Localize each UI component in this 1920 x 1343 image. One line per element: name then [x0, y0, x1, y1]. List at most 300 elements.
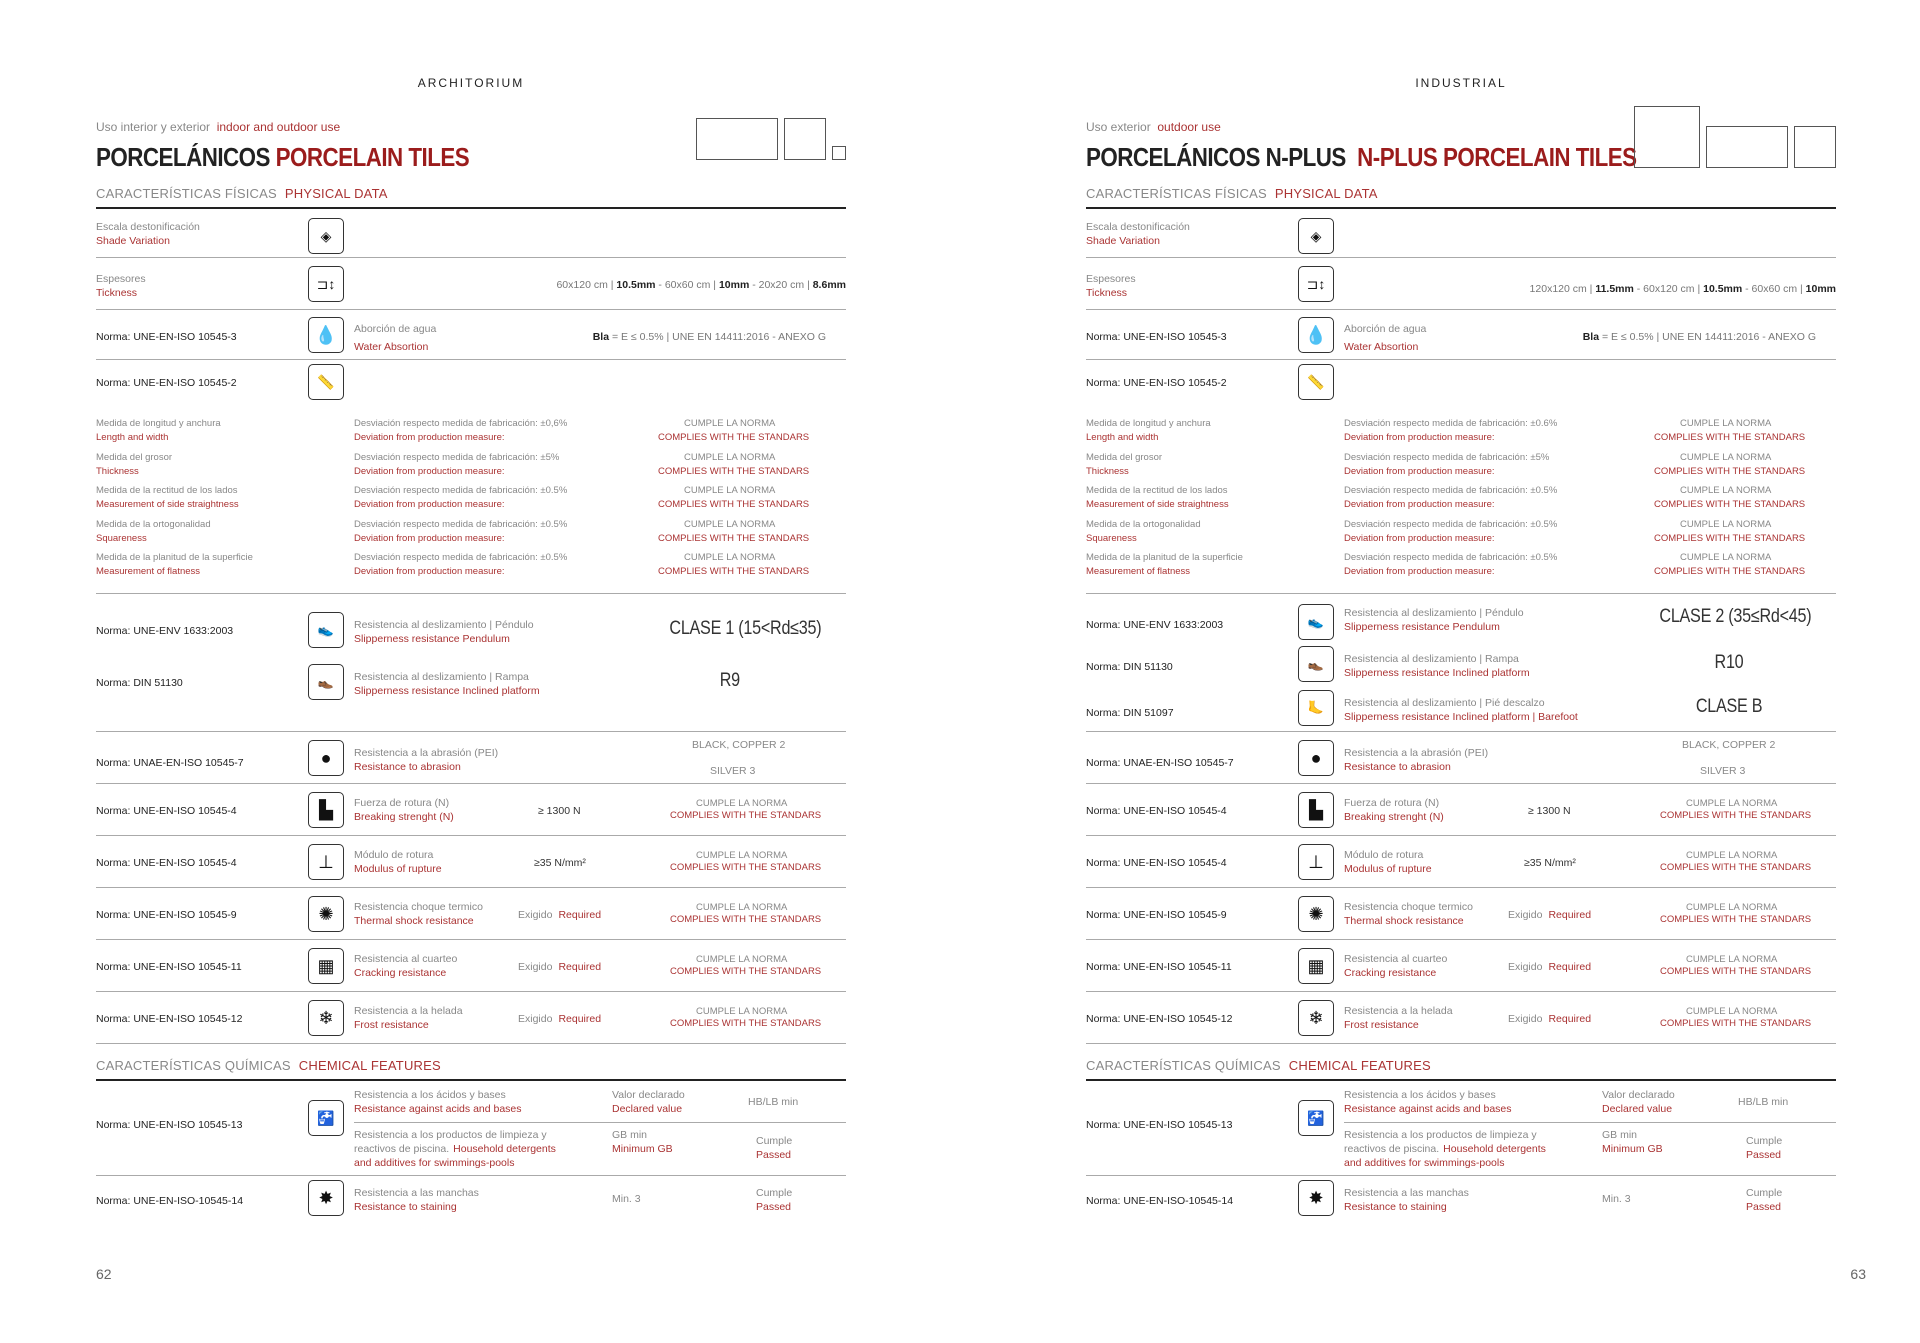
shade-en: Shade Variation	[1086, 235, 1160, 247]
abrasion-icon: ●	[308, 740, 344, 776]
crack-en: Cracking resistance	[1344, 967, 1437, 979]
page-title	[96, 142, 469, 173]
crack-norm: Norma: UNE-EN-ISO 10545-11	[1086, 961, 1232, 973]
stain-cumple: Cumple	[1746, 1187, 1783, 1199]
stain-splash-icon: ✸	[308, 1180, 344, 1216]
page-title	[1086, 142, 1637, 173]
abrasion-icon: ●	[1298, 740, 1334, 776]
abrasion-row	[96, 732, 846, 784]
shade-es: Escala destonificación	[1086, 221, 1190, 233]
physical-en: PHYSICAL DATA	[1274, 186, 1378, 201]
abrasion-value-2: SILVER 3	[1700, 765, 1746, 777]
dim-complies-es: CUMPLE LA NORMA	[1680, 485, 1772, 496]
thickness-en: Tickness	[1086, 287, 1128, 299]
shade-row	[96, 210, 846, 258]
abrasion-value-1: BLACK, COPPER 2	[1682, 739, 1776, 751]
slip-pendulum-row	[96, 594, 846, 646]
slip2-es: Resistencia al deslizamiento | Rampa	[1344, 653, 1519, 665]
pool-gb-es: GB min	[612, 1129, 648, 1141]
frost-row	[1086, 992, 1836, 1044]
mod-norm: Norma: UNE-EN-ISO 10545-4	[1086, 857, 1227, 869]
thick-mm-3: 10mm	[1805, 283, 1836, 295]
dim-deviation-en: Deviation from production measure:	[354, 432, 505, 443]
water-bla: Bla	[1582, 331, 1600, 343]
acid-pool-block	[96, 1084, 846, 1176]
dim-complies-es: CUMPLE LA NORMA	[684, 552, 776, 563]
thick-mm-2: 10.5mm	[1703, 283, 1743, 295]
complies-en: COMPLIES WITH THE STANDARS	[1660, 966, 1812, 977]
thickness-icon: ⊐↕	[1298, 266, 1334, 302]
complies-es: CUMPLE LA NORMA	[1686, 954, 1778, 965]
crack-en: Cracking resistance	[354, 967, 447, 979]
dim-complies-es: CUMPLE LA NORMA	[684, 418, 776, 429]
complies-en: COMPLIES WITH THE STANDARS	[1660, 1018, 1812, 1029]
stain-passed: Passed	[756, 1201, 792, 1213]
shoe-pendulum-icon: 👟	[308, 612, 344, 648]
therm-row	[96, 888, 846, 940]
mod-es: Módulo de rotura	[354, 849, 434, 861]
crack-norm: Norma: UNE-EN-ISO 10545-11	[96, 961, 242, 973]
thermal-shock-icon: ✺	[1298, 896, 1334, 932]
water-value	[1583, 330, 1816, 344]
dim-label-es: Medida del grosor	[1086, 451, 1163, 463]
break-es: Fuerza de rotura (N)	[1344, 797, 1440, 809]
stain-norm: Norma: UNE-EN-ISO-10545-14	[96, 1195, 244, 1207]
dim-label-es: Medida de la rectitud de los lados	[1086, 485, 1228, 496]
dimensions-norm: Norma: UNE-EN-ISO 10545-2	[96, 377, 237, 389]
dim-deviation-en: Deviation from production measure:	[1344, 532, 1495, 544]
pool-passed: Passed	[1746, 1149, 1782, 1161]
stain-es: Resistencia a las manchas	[354, 1187, 479, 1199]
thick-size-3: - 60x60 cm |	[1742, 283, 1806, 295]
mod-norm: Norma: UNE-EN-ISO 10545-4	[96, 857, 237, 869]
break-value: ≥ 1300 N	[538, 805, 581, 817]
dim-complies-en: COMPLIES WITH THE STANDARS	[1654, 532, 1806, 544]
complies-en: COMPLIES WITH THE STANDARS	[670, 862, 822, 873]
acid-value: HB/LB min	[748, 1096, 799, 1108]
frost-en: Frost resistance	[1344, 1019, 1419, 1031]
stain-cumple: Cumple	[756, 1187, 793, 1199]
abrasion-en: Resistance to abrasion	[1344, 761, 1451, 773]
slip2-value: R9	[719, 670, 740, 691]
cracking-icon: ▦	[308, 948, 344, 984]
dim-deviation-en: Deviation from production measure:	[354, 566, 505, 577]
thermal-shock-icon: ✺	[308, 896, 344, 932]
thickness-es: Espesores	[1086, 273, 1136, 285]
water-norm: Norma: UNE-EN-ISO 10545-3	[96, 331, 237, 343]
thickness-en: Tickness	[96, 287, 138, 299]
frost-row	[96, 992, 846, 1044]
slip1-es: Resistencia al deslizamiento | Péndulo	[354, 619, 534, 631]
dim-complies-en: COMPLIES WITH THE STANDARS	[658, 566, 810, 577]
shade-en: Shade Variation	[96, 235, 170, 247]
frost-icon: ❄	[1298, 1000, 1334, 1036]
slip2-en: Slipperness resistance Inclined platform	[1344, 667, 1530, 679]
barefoot-icon: 🦶	[1298, 690, 1334, 726]
required-en: Required	[1548, 909, 1592, 921]
water-drop-icon: 💧	[1298, 317, 1334, 353]
complies-en: COMPLIES WITH THE STANDARS	[1660, 810, 1812, 821]
slip1-es: Resistencia al deslizamiento | Péndulo	[1344, 607, 1524, 619]
dim-label-es: Medida de la rectitud de los lados	[96, 485, 238, 496]
breaking-strength-icon: ▙	[1298, 792, 1334, 828]
crack-row	[1086, 940, 1836, 992]
chemical-heading	[96, 1058, 846, 1081]
dim-deviation-es: Desviación respecto medida de fabricación: ±5%	[1344, 451, 1550, 463]
therm-norm: Norma: UNE-EN-ISO 10545-9	[1086, 909, 1227, 921]
crack-es: Resistencia al cuarteo	[1344, 953, 1448, 965]
required-en: Required	[1548, 1013, 1592, 1025]
format-60x60	[784, 118, 826, 160]
physical-es: CARACTERÍSTICAS FÍSICAS	[96, 186, 277, 201]
crack-row	[96, 940, 846, 992]
dim-complies-en: COMPLIES WITH THE STANDARS	[1654, 566, 1806, 577]
required-es: Exigido	[518, 1013, 553, 1025]
complies-es: CUMPLE LA NORMA	[1686, 850, 1778, 861]
abrasion-es: Resistencia a la abrasión (PEI)	[1344, 747, 1489, 759]
stain-en: Resistance to staining	[1344, 1201, 1447, 1213]
water-es: Aborción de agua	[1344, 323, 1427, 335]
physical-data-heading	[96, 186, 846, 209]
complies-en: COMPLIES WITH THE STANDARS	[1660, 914, 1812, 925]
pool-es-2: reactivos de piscina.	[354, 1143, 450, 1155]
format-diagram	[696, 118, 846, 160]
physical-data-heading	[1086, 186, 1836, 209]
required-en: Required	[1548, 961, 1592, 973]
required-es: Exigido	[518, 909, 553, 921]
physical-es: CARACTERÍSTICAS FÍSICAS	[1086, 186, 1267, 201]
dim-complies-es: CUMPLE LA NORMA	[1680, 518, 1772, 530]
pool-es-1: Resistencia a los productos de limpieza y	[354, 1129, 547, 1141]
slip2-es: Resistencia al deslizamiento | Rampa	[354, 671, 529, 683]
required-label	[1508, 1012, 1591, 1026]
frost-norm: Norma: UNE-EN-ISO 10545-12	[1086, 1013, 1233, 1025]
required-es: Exigido	[518, 961, 553, 973]
frost-norm: Norma: UNE-EN-ISO 10545-12	[96, 1013, 243, 1025]
required-en: Required	[558, 1013, 602, 1025]
stain-norm: Norma: UNE-EN-ISO-10545-14	[1086, 1195, 1234, 1207]
dim-deviation-en: Deviation from production measure:	[1344, 465, 1495, 477]
complies-en: COMPLIES WITH THE STANDARS	[670, 914, 822, 925]
slip2-norm: Norma: DIN 51130	[1086, 661, 1173, 673]
right-page	[960, 0, 1920, 1343]
complies-es: CUMPLE LA NORMA	[696, 850, 788, 861]
modulus-rupture-icon: ⊥	[1298, 844, 1334, 880]
dim-label-en: Measurement of flatness	[96, 566, 201, 577]
thickness-values	[556, 278, 846, 292]
pool-line-2	[354, 1142, 556, 1156]
required-label	[1508, 960, 1591, 974]
break-row	[1086, 784, 1836, 836]
required-label	[518, 908, 601, 922]
dim-complies-es: CUMPLE LA NORMA	[1680, 451, 1772, 463]
format-60x60	[1794, 126, 1836, 168]
dim-deviation-es: Desviación respecto medida de fabricación: ±0.5%	[1344, 485, 1558, 496]
required-es: Exigido	[1508, 909, 1543, 921]
therm-es: Resistencia choque termico	[1344, 901, 1473, 913]
dim-label-en: Squareness	[96, 532, 147, 544]
acid-tap-icon: 🚰	[308, 1100, 344, 1136]
acid-norm: Norma: UNE-EN-ISO 10545-13	[96, 1119, 243, 1131]
acid-en: Resistance against acids and bases	[1344, 1103, 1512, 1115]
complies-en: COMPLIES WITH THE STANDARS	[670, 966, 822, 977]
dim-complies-es: CUMPLE LA NORMA	[684, 451, 776, 463]
dim-deviation-es: Desviación respecto medida de fabricación: ±0.5%	[354, 518, 568, 530]
slip-pendulum-row	[1086, 594, 1836, 642]
slip3-es: Resistencia al deslizamiento | Pié descalzo	[1344, 697, 1545, 709]
usage-en: outdoor use	[1157, 120, 1221, 134]
dim-complies-en: COMPLIES WITH THE STANDARS	[658, 465, 810, 477]
dim-complies-es: CUMPLE LA NORMA	[684, 518, 776, 530]
complies-es: CUMPLE LA NORMA	[1686, 902, 1778, 913]
slip1-en: Slipperness resistance Pendulum	[1344, 621, 1500, 633]
slip-ramp-row	[96, 646, 846, 732]
slip1-norm: Norma: UNE-ENV 1633:2003	[96, 625, 234, 637]
slip2-norm: Norma: DIN 51130	[96, 677, 183, 689]
acid-en: Resistance against acids and bases	[354, 1103, 522, 1115]
required-label	[518, 960, 601, 974]
abrasion-norm: Norma: UNAE-EN-ISO 10545-7	[1086, 757, 1234, 769]
abrasion-en: Resistance to abrasion	[354, 761, 461, 773]
slip1-norm: Norma: UNE-ENV 1633:2003	[1086, 619, 1224, 631]
format-60x120	[696, 118, 778, 160]
dim-deviation-es: Desviación respecto medida de fabricación: ±0,6%	[354, 418, 568, 429]
stain-splash-icon: ✸	[1298, 1180, 1334, 1216]
dim-complies-en: COMPLIES WITH THE STANDARS	[1654, 432, 1806, 443]
physical-en: PHYSICAL DATA	[284, 186, 388, 201]
dim-complies-es: CUMPLE LA NORMA	[1680, 552, 1772, 563]
mod-row	[1086, 836, 1836, 888]
dim-label-es: Medida de longitud y anchura	[96, 418, 221, 429]
format-60x120	[1706, 126, 1788, 168]
acid-declared-es: Valor declarado	[1602, 1089, 1675, 1101]
thick-mm-1: 11.5mm	[1595, 283, 1634, 295]
pool-cumple: Cumple	[756, 1135, 793, 1147]
complies-en: COMPLIES WITH THE STANDARS	[670, 810, 822, 821]
pool-gb-es: GB min	[1602, 1129, 1638, 1141]
break-es: Fuerza de rotura (N)	[354, 797, 450, 809]
water-es: Aborción de agua	[354, 323, 437, 335]
stain-value: Min. 3	[1602, 1193, 1631, 1205]
acid-es: Resistencia a los ácidos y bases	[1344, 1089, 1496, 1101]
usage-es: Uso interior y exterior	[96, 120, 211, 134]
crack-es: Resistencia al cuarteo	[354, 953, 458, 965]
therm-en: Thermal shock resistance	[354, 915, 474, 927]
dim-label-en: Length and width	[1086, 432, 1159, 443]
pool-en-2: Household detergents	[1443, 1143, 1546, 1155]
dim-label-en: Thickness	[1086, 465, 1129, 477]
complies-es: CUMPLE LA NORMA	[696, 902, 788, 913]
dim-deviation-en: Deviation from production measure:	[354, 499, 505, 510]
pool-es-2: reactivos de piscina.	[1344, 1143, 1440, 1155]
shade-variation-icon: ◈	[308, 218, 344, 254]
thickness-row	[1086, 258, 1836, 310]
frost-en: Frost resistance	[354, 1019, 429, 1031]
title-es: PORCELÁNICOS	[96, 142, 270, 172]
pool-gb-en: Minimum GB	[612, 1143, 673, 1155]
dim-complies-es: CUMPLE LA NORMA	[1680, 418, 1772, 429]
water-en: Water Absortion	[1344, 341, 1419, 353]
page-number: 63	[1850, 1266, 1866, 1282]
required-en: Required	[558, 909, 602, 921]
dim-deviation-es: Desviación respecto medida de fabricación: ±0.5%	[354, 552, 568, 563]
dim-deviation-en: Deviation from production measure:	[1344, 566, 1495, 577]
usage-es: Uso exterior	[1086, 120, 1151, 134]
break-value: ≥ 1300 N	[1528, 805, 1571, 817]
title-en: PORCELAIN TILES	[275, 142, 470, 172]
frost-es: Resistencia a la helada	[354, 1005, 463, 1017]
dim-label-es: Medida de la planitud de la superficie	[96, 552, 253, 563]
break-en: Breaking strenght (N)	[1344, 811, 1444, 823]
therm-es: Resistencia choque termico	[354, 901, 483, 913]
chem-en: CHEMICAL FEATURES	[298, 1058, 441, 1073]
cracking-icon: ▦	[1298, 948, 1334, 984]
format-diagram	[1634, 106, 1836, 168]
slip-ramp-row	[1086, 642, 1836, 686]
title-en: N-PLUS PORCELAIN TILES	[1357, 142, 1637, 172]
usage-en: indoor and outdoor use	[216, 120, 341, 134]
required-en: Required	[558, 961, 602, 973]
dim-complies-en: COMPLIES WITH THE STANDARS	[658, 499, 810, 510]
acid-tap-icon: 🚰	[1298, 1100, 1334, 1136]
dim-label-en: Squareness	[1086, 532, 1137, 544]
dim-label-es: Medida del grosor	[96, 451, 173, 463]
chemical-heading	[1086, 1058, 1836, 1081]
slip1-value: CLASE 2 (35≤Rd<45)	[1659, 606, 1812, 627]
pool-en-3: and additives for swimmings-pools	[1344, 1157, 1505, 1169]
dim-label-en: Thickness	[96, 465, 139, 477]
pool-passed: Passed	[756, 1149, 792, 1161]
complies-es: CUMPLE LA NORMA	[696, 798, 788, 809]
stain-row	[96, 1176, 846, 1220]
stain-passed: Passed	[1746, 1201, 1782, 1213]
water-absorption-row	[1086, 310, 1836, 360]
mod-es: Módulo de rotura	[1344, 849, 1424, 861]
usage-line	[1086, 120, 1221, 134]
acid-norm: Norma: UNE-EN-ISO 10545-13	[1086, 1119, 1233, 1131]
thick-mm-3: 8.6mm	[812, 279, 846, 291]
shade-row	[1086, 210, 1836, 258]
slip-barefoot-row	[1086, 686, 1836, 732]
dim-label-en: Measurement of side straightness	[96, 499, 239, 510]
slip3-value: CLASE B	[1695, 696, 1763, 717]
acid-es: Resistencia a los ácidos y bases	[354, 1089, 506, 1101]
water-value-text: = E ≤ 0.5% | UNE EN 14411:2016 - ANEXO G	[1599, 331, 1816, 343]
shade-variation-icon: ◈	[1298, 218, 1334, 254]
pool-line-2	[1344, 1142, 1546, 1156]
thick-size-2: - 60x120 cm |	[1633, 283, 1704, 295]
format-20x20	[832, 146, 846, 160]
slip2-value: R10	[1714, 652, 1744, 673]
dim-complies-en: COMPLIES WITH THE STANDARS	[1654, 465, 1806, 477]
abrasion-row	[1086, 732, 1836, 784]
slip3-norm: Norma: DIN 51097	[1086, 707, 1174, 719]
abrasion-value-2: SILVER 3	[710, 765, 756, 777]
title-es: PORCELÁNICOS N-PLUS	[1086, 142, 1346, 172]
mod-value: ≥35 N/mm²	[1524, 857, 1576, 869]
slip1-en: Slipperness resistance Pendulum	[354, 633, 510, 645]
dim-deviation-es: Desviación respecto medida de fabricación: ±0.6%	[1344, 418, 1558, 429]
shoe-ramp-icon: 👞	[1298, 646, 1334, 682]
break-norm: Norma: UNE-EN-ISO 10545-4	[96, 805, 237, 817]
thick-mm-2: 10mm	[718, 279, 750, 291]
breaking-strength-icon: ▙	[308, 792, 344, 828]
dim-label-en: Length and width	[96, 432, 169, 443]
water-absorption-row	[96, 310, 846, 360]
stain-es: Resistencia a las manchas	[1344, 1187, 1469, 1199]
water-norm: Norma: UNE-EN-ISO 10545-3	[1086, 331, 1227, 343]
frost-icon: ❄	[308, 1000, 344, 1036]
dim-complies-en: COMPLIES WITH THE STANDARS	[1654, 499, 1806, 510]
acid-declared-es: Valor declarado	[612, 1089, 685, 1101]
thickness-row	[96, 258, 846, 310]
abrasion-value-1: BLACK, COPPER 2	[692, 739, 786, 751]
thickness-es: Espesores	[96, 273, 146, 285]
dim-deviation-es: Desviación respecto medida de fabricación: ±0.5%	[354, 485, 568, 496]
dim-label-es: Medida de la ortogonalidad	[1086, 518, 1201, 530]
stain-value: Min. 3	[612, 1193, 641, 1205]
collection-name: INDUSTRIAL	[1415, 76, 1507, 90]
page-number: 62	[96, 1266, 112, 1282]
required-es: Exigido	[1508, 1013, 1543, 1025]
usage-line	[96, 120, 340, 134]
required-label	[1508, 908, 1591, 922]
ruler-icon: 📏	[308, 364, 344, 400]
thickness-icon: ⊐↕	[308, 266, 344, 302]
break-en: Breaking strenght (N)	[354, 811, 454, 823]
pool-gb-en: Minimum GB	[1602, 1143, 1663, 1155]
dim-deviation-es: Desviación respecto medida de fabricación: ±0.5%	[1344, 518, 1558, 530]
thick-size-1: 120x120 cm |	[1529, 283, 1596, 295]
dim-label-es: Medida de longitud y anchura	[1086, 418, 1211, 429]
dim-deviation-en: Deviation from production measure:	[1344, 432, 1495, 443]
thick-mm-1: 10.5mm	[616, 279, 656, 291]
shade-es: Escala destonificación	[96, 221, 200, 233]
complies-es: CUMPLE LA NORMA	[696, 1006, 788, 1017]
ruler-icon: 📏	[1298, 364, 1334, 400]
thick-size-3: - 20x20 cm |	[749, 279, 813, 291]
break-norm: Norma: UNE-EN-ISO 10545-4	[1086, 805, 1227, 817]
therm-row	[1086, 888, 1836, 940]
complies-es: CUMPLE LA NORMA	[1686, 1006, 1778, 1017]
thick-size-2: - 60x60 cm |	[655, 279, 719, 291]
dim-label-es: Medida de la ortogonalidad	[96, 518, 211, 530]
mod-value: ≥35 N/mm²	[534, 857, 586, 869]
water-en: Water Absortion	[354, 341, 429, 353]
format-120x120	[1634, 106, 1700, 168]
modulus-rupture-icon: ⊥	[308, 844, 344, 880]
chem-es: CARACTERÍSTICAS QUÍMICAS	[96, 1058, 291, 1073]
dim-complies-en: COMPLIES WITH THE STANDARS	[658, 532, 810, 544]
slip2-en: Slipperness resistance Inclined platform	[354, 685, 540, 697]
complies-es: CUMPLE LA NORMA	[696, 954, 788, 965]
pool-cumple: Cumple	[1746, 1135, 1783, 1147]
break-row	[96, 784, 846, 836]
required-es: Exigido	[1508, 961, 1543, 973]
therm-norm: Norma: UNE-EN-ISO 10545-9	[96, 909, 237, 921]
dim-deviation-en: Deviation from production measure:	[1344, 499, 1495, 510]
dim-label-en: Measurement of side straightness	[1086, 499, 1229, 510]
acid-declared-en: Declared value	[1602, 1103, 1673, 1115]
dimensions-norm: Norma: UNE-EN-ISO 10545-2	[1086, 377, 1227, 389]
dim-deviation-es: Desviación respecto medida de fabricación: ±0.5%	[1344, 552, 1558, 563]
stain-en: Resistance to staining	[354, 1201, 457, 1213]
mod-en: Modulus of rupture	[354, 863, 442, 875]
required-label	[518, 1012, 601, 1026]
shoe-ramp-icon: 👞	[308, 664, 344, 700]
pool-en-2: Household detergents	[453, 1143, 556, 1155]
chem-es: CARACTERÍSTICAS QUÍMICAS	[1086, 1058, 1281, 1073]
